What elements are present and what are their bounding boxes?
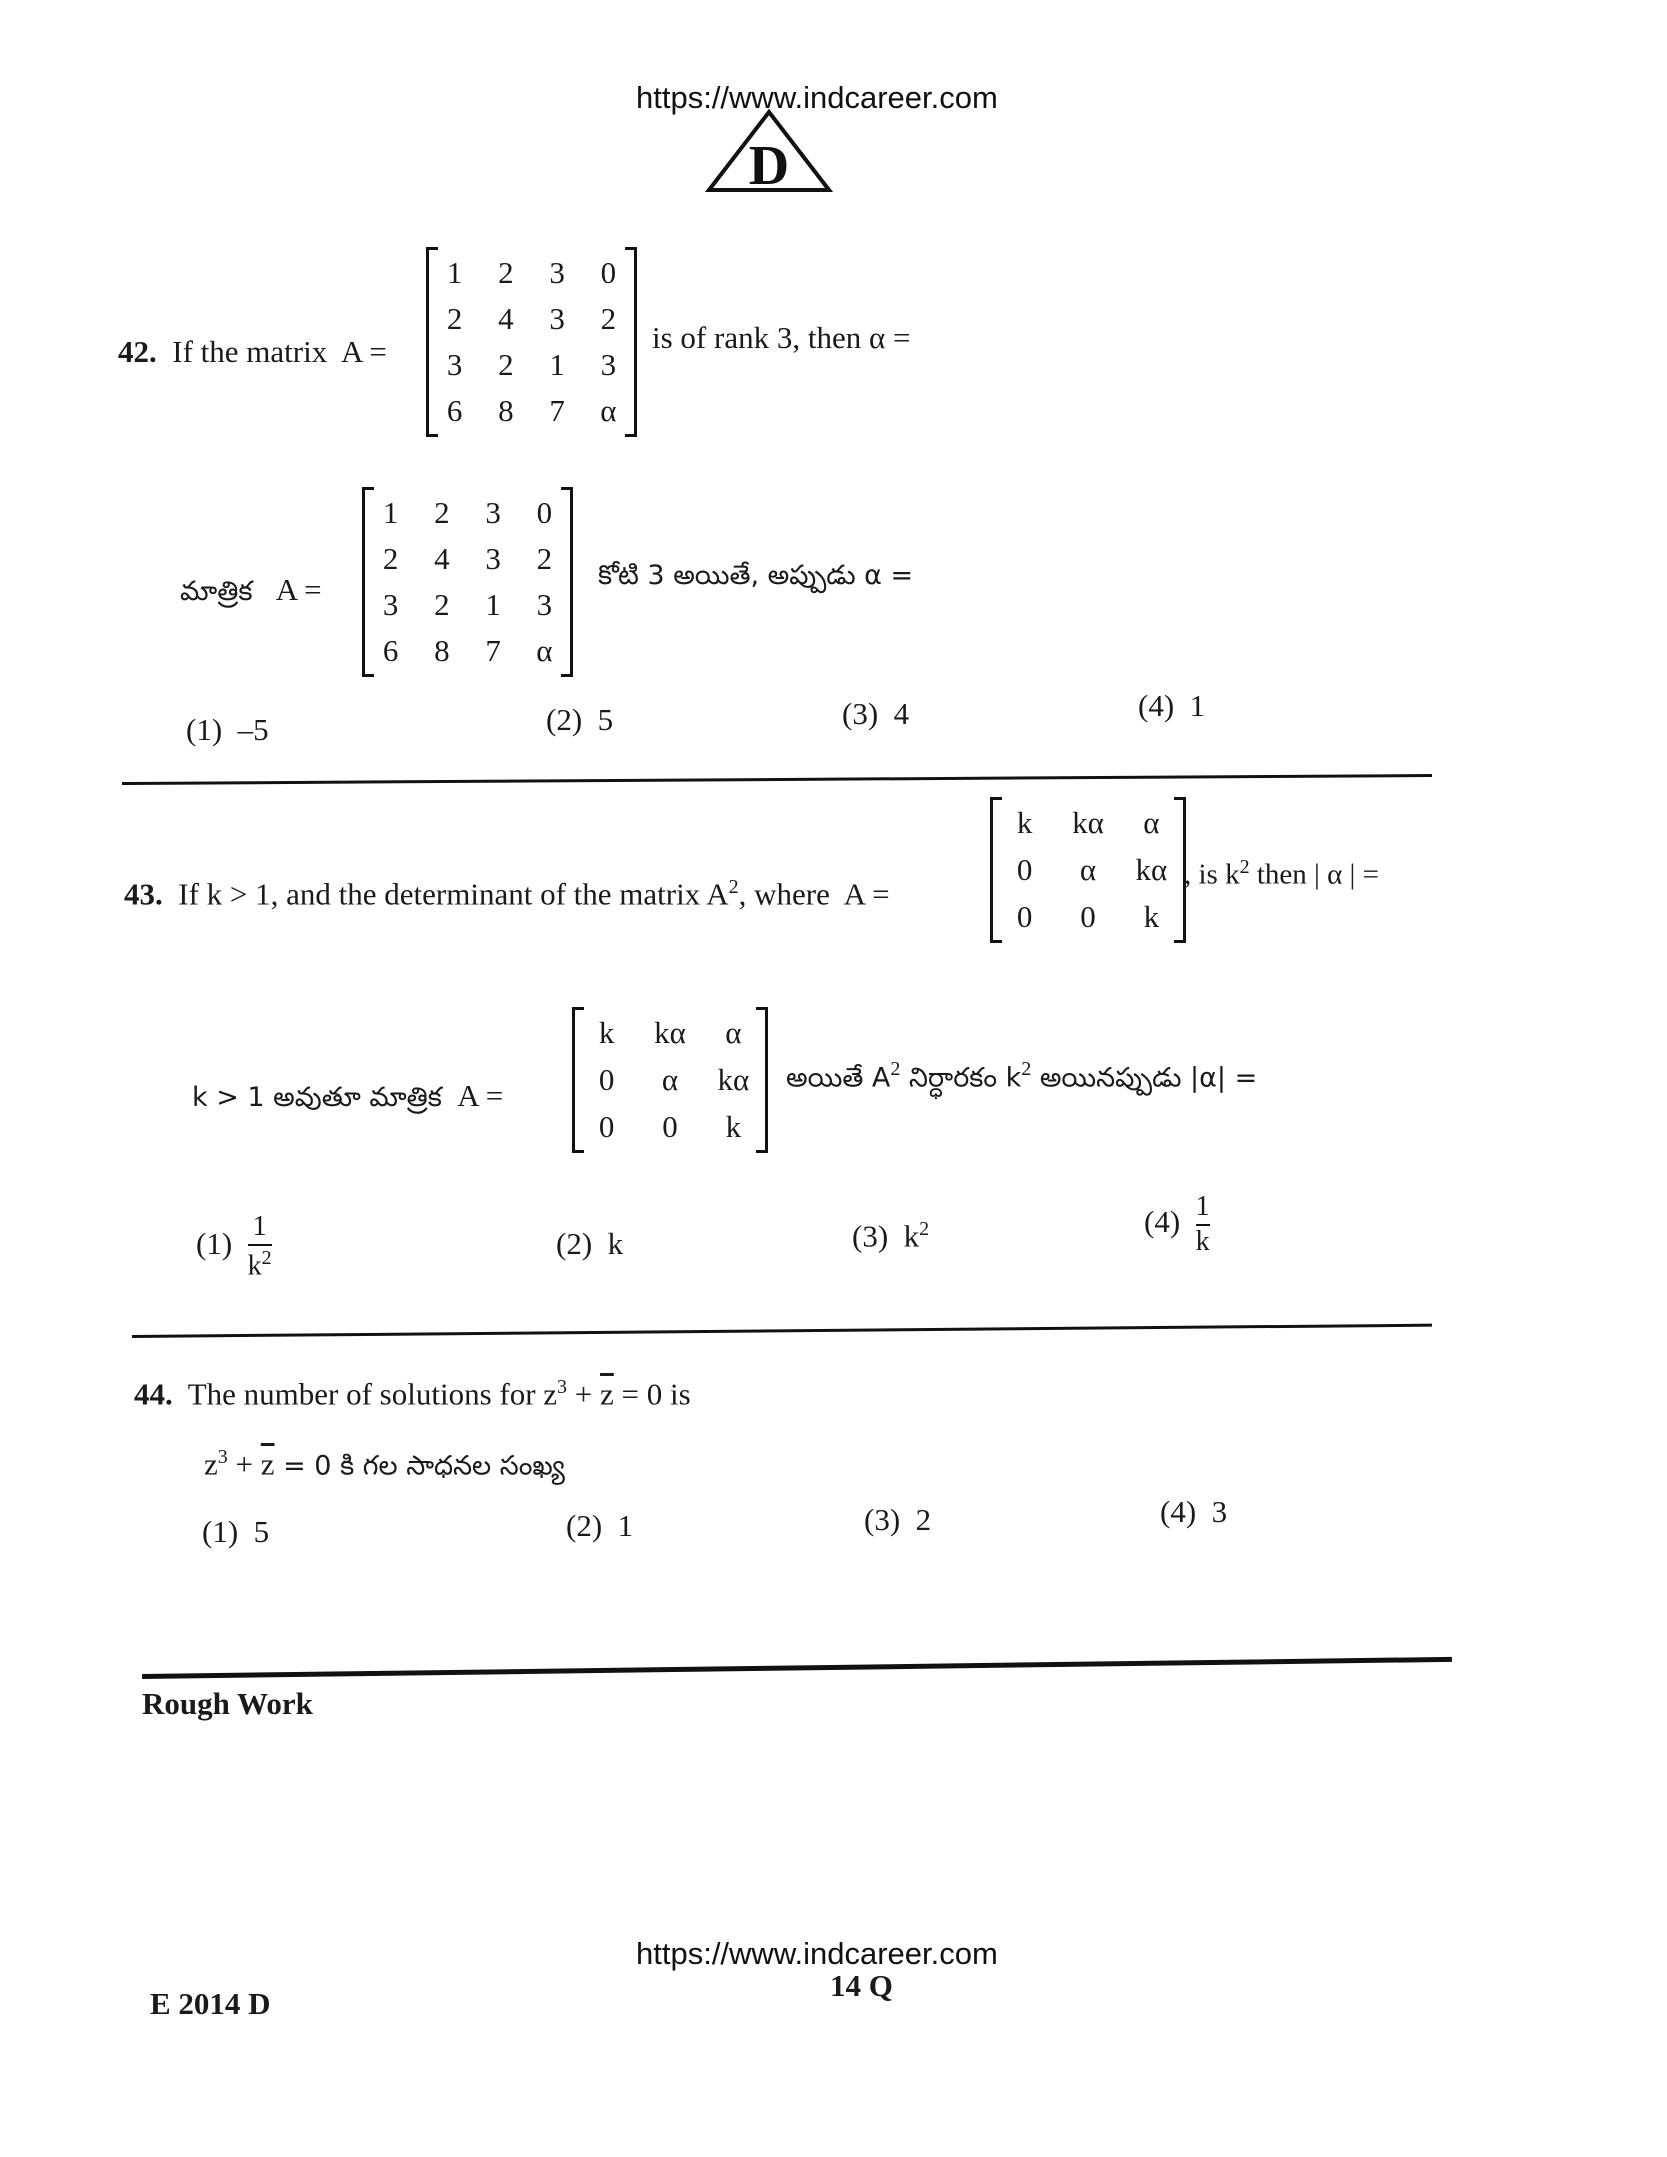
q44-number: 44.: [134, 1376, 173, 1412]
matrix-cell: 8: [498, 393, 514, 428]
matrix-cell: 2: [446, 301, 463, 336]
matrix-cell: 4: [434, 541, 450, 576]
q42-matrix-label-te: A =: [275, 572, 322, 607]
fraction: $\frac{1}{k}$: [1195, 1191, 1210, 1257]
matrix-cell: α: [1079, 851, 1097, 887]
q43-matrix-label-te: A =: [457, 1078, 504, 1113]
matrix-cell: 0: [662, 1108, 678, 1144]
header-url: https://www.indcareer.com: [636, 80, 998, 115]
q42-matrix-en: [426, 250, 637, 434]
matrix-cell: 7: [549, 393, 565, 428]
q42-text-en-after: is of rank 3, then α =: [652, 320, 911, 355]
matrix-cell: 0: [1016, 898, 1033, 934]
q43-matrix-label-en: A =: [843, 876, 890, 912]
matrix-cell: 0: [598, 1108, 615, 1144]
set-badge-letter: D: [748, 135, 790, 194]
q43-option-4: (4) $\frac{1}{k}$: [1144, 1191, 1210, 1257]
divider: [122, 774, 1432, 785]
q42-matrix-label-en: A =: [341, 334, 387, 369]
q42-option-3: (3) 4: [842, 696, 910, 731]
q43-option-1: (1) $\frac{1}{k^2}$: [196, 1211, 272, 1282]
matrix-cell: 6: [382, 633, 399, 668]
matrix-cell: 3: [549, 301, 565, 336]
matrix-cell: 3: [485, 495, 501, 530]
q43-option-2: (2) k: [556, 1226, 624, 1261]
matrix-cell: 2: [382, 541, 399, 576]
q42-text-te-after: కోటి 3 అయితే, అప్పుడు α =: [598, 560, 914, 591]
matrix-cell: k: [1143, 898, 1160, 934]
matrix-cell: kα: [1135, 851, 1168, 887]
q43-text-en-after: , is $k^2$ then | α | =: [1184, 856, 1379, 891]
rough-work-label: Rough Work: [142, 1686, 313, 1721]
matrix-cell: k: [1016, 805, 1033, 841]
matrix-cell: 2: [498, 255, 514, 290]
set-badge: [705, 108, 833, 194]
matrix-cell: 2: [434, 495, 450, 530]
matrix-cell: α: [600, 393, 617, 428]
matrix-cell: k: [598, 1015, 615, 1051]
q44-line-te: $z^3 + \overline{z} = 0$ కి గల సాధనల సంఖ్య: [204, 1446, 565, 1482]
q42-text-te-before: మాత్రిక: [180, 576, 253, 607]
q43-matrix-en: [990, 800, 1186, 940]
matrix-cell: 0: [598, 1061, 615, 1097]
matrix-cell: 3: [485, 541, 501, 576]
matrix-cell: 3: [446, 347, 463, 382]
exam-code: E 2014 D: [150, 1986, 271, 2021]
matrix-cell: 1: [549, 347, 565, 382]
q42-line-en: [118, 334, 387, 370]
q44-option-4: (4) 3: [1160, 1494, 1228, 1529]
page-number: 14 Q: [830, 1968, 893, 2003]
matrix-cell: 2: [434, 587, 450, 622]
matrix-cell: 8: [434, 633, 450, 668]
q42-matrix-en-grid: [429, 250, 634, 434]
matrix-cell: α: [725, 1015, 742, 1051]
matrix-cell: kα: [1072, 805, 1104, 841]
matrix-cell: α: [1143, 805, 1160, 841]
q43-text-te-before: k > 1 అవుతూ మాత్రిక: [192, 1082, 442, 1113]
q42-text-en-before: If the matrix: [172, 334, 328, 369]
matrix-cell: 3: [549, 255, 565, 290]
matrix-cell: 4: [498, 301, 514, 336]
matrix-cell: 6: [446, 393, 463, 428]
q43-option-3: (3) $k^2$: [852, 1218, 930, 1254]
q43-number: 43.: [124, 876, 163, 912]
matrix-cell: kα: [717, 1061, 750, 1097]
q44-option-2: (2) 1: [566, 1508, 634, 1543]
q43-matrix-te: [572, 1010, 768, 1150]
q44-line-en: 44. The number of solutions for $z^3 + \overline{z} = 0$ is: [134, 1376, 691, 1412]
q42-matrix-te: [362, 490, 573, 674]
matrix-cell: 0: [600, 255, 617, 290]
matrix-cell: 1: [446, 255, 463, 290]
matrix-cell: 0: [536, 495, 553, 530]
q42-number: 42.: [118, 334, 157, 369]
q43-text-te-after: అయితే $A^2$ నిర్ధారకం $k^2$ అయినప్పుడు |α| =: [786, 1058, 1258, 1094]
q44-option-3: (3) 2: [864, 1502, 932, 1537]
q43-line-te: [192, 1078, 503, 1120]
matrix-cell: 0: [1080, 898, 1096, 934]
q42-option-1: (1) –5: [186, 712, 269, 747]
q43-line-en: 43. If k > 1, and the determinant of the matrix $A^2$, where A =: [124, 876, 890, 912]
fraction: $\frac{1}{k^2}$: [247, 1211, 272, 1282]
matrix-cell: 3: [600, 347, 617, 382]
q43-text-en-before: If k > 1, and the determinant of the matrix A: [178, 876, 729, 912]
matrix-cell: 1: [382, 495, 399, 530]
footer-url: https://www.indcareer.com: [636, 1936, 998, 1971]
divider-thick: [142, 1657, 1452, 1679]
q43-text-en-where: , where: [738, 876, 830, 912]
matrix-cell: k: [725, 1108, 742, 1144]
matrix-cell: kα: [654, 1015, 686, 1051]
q44-option-1: (1) 5: [202, 1514, 270, 1549]
matrix-cell: 1: [485, 587, 501, 622]
matrix-cell: 3: [536, 587, 553, 622]
q42-line-te: [180, 572, 322, 614]
q42-option-4: (4) 1: [1138, 688, 1206, 723]
matrix-cell: α: [661, 1061, 679, 1097]
matrix-cell: 2: [498, 347, 514, 382]
matrix-cell: 3: [382, 587, 399, 622]
matrix-cell: 2: [600, 301, 617, 336]
matrix-cell: 2: [536, 541, 553, 576]
q42-option-2: (2) 5: [546, 702, 614, 737]
matrix-cell: 7: [485, 633, 501, 668]
divider: [132, 1324, 1432, 1338]
matrix-cell: 0: [1016, 851, 1033, 887]
matrix-cell: α: [536, 633, 553, 668]
